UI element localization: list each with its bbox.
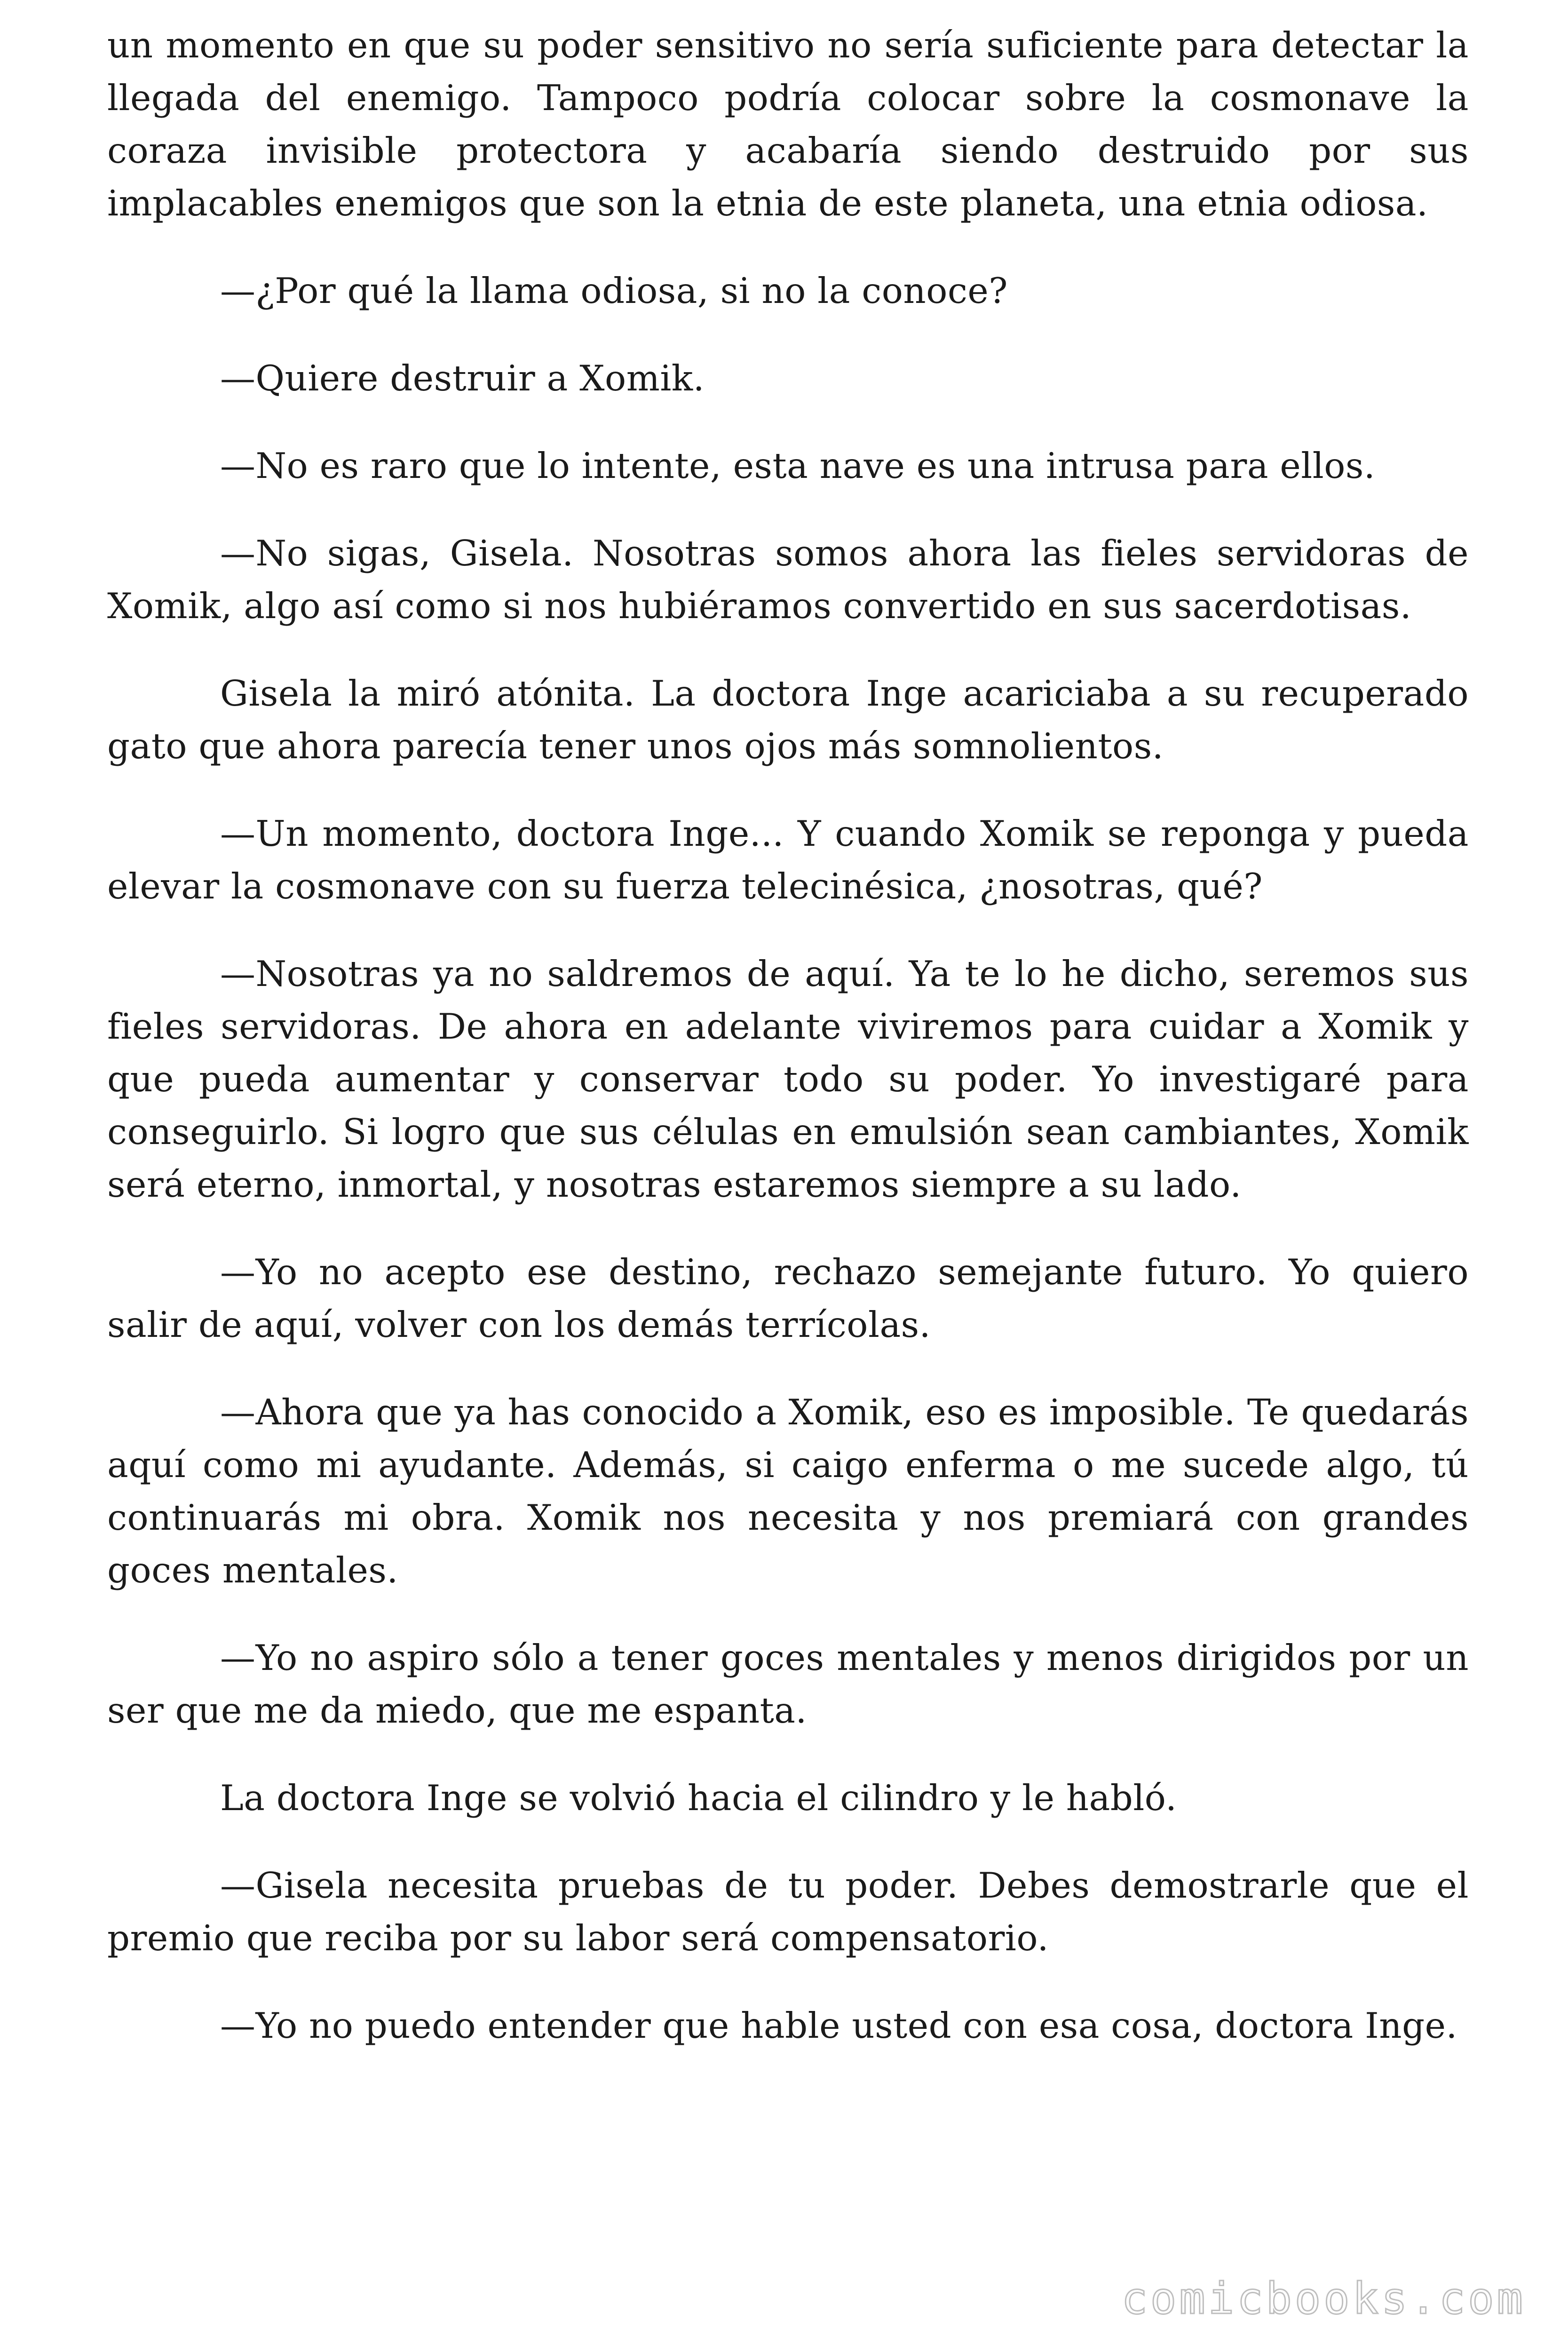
paragraph-dialogue: —Un momento, doctora Inge... Y cuando Xomik se reponga y pueda elevar la cosmonave con su fuerza telecinésica, ¿nosotras, qué?: [107, 813, 1469, 907]
paragraph-narration: La doctora Inge se volvió hacia el cilindro y le habló.: [220, 1777, 1177, 1819]
paragraph-dialogue: —Yo no aspiro sólo a tener goces mentales y menos dirigidos por un ser que me da miedo, que me espanta.: [107, 1637, 1469, 1731]
paragraph-narration: Gisela la miró atónita. La doctora Inge acariciaba a su recuperado gato que ahora parecía tener unos ojos más somnolientos.: [107, 673, 1469, 767]
paragraph-dialogue: —¿Por qué la llama odiosa, si no la conoce?: [220, 270, 1008, 311]
book-page: [107, 19, 1469, 2087]
paragraph-dialogue: —Yo no puedo entender que hable usted con esa cosa, doctora Inge.: [220, 2005, 1457, 2046]
paragraph-dialogue: —Yo no acepto ese destino, rechazo semejante futuro. Yo quiero salir de aquí, volver con los demás terrícolas.: [107, 1251, 1469, 1345]
paragraph-dialogue: —No sigas, Gisela. Nosotras somos ahora las fieles servidoras de Xomik, algo así como si nos hubiéramos convertido en sus sacerdotisas.: [107, 532, 1469, 627]
paragraph-dialogue: —Gisela necesita pruebas de tu poder. Debes demostrarle que el premio que reciba por su labor será compensatorio.: [107, 1865, 1469, 1959]
paragraph-dialogue: —No es raro que lo intente, esta nave es una intrusa para ellos.: [220, 445, 1376, 486]
paragraph-dialogue: —Quiere destruir a Xomik.: [220, 358, 705, 399]
paragraph-continuation: un momento en que su poder sensitivo no sería suficiente para detectar la llegada del enemigo. Tampoco podría colocar sobre la cosmonave la coraza invisible protectora y acabaría siendo destruido por sus implacables enemigos que son la etnia de este planeta, una etnia odiosa.: [107, 24, 1469, 224]
paragraph-dialogue: —Ahora que ya has conocido a Xomik, eso es imposible. Te quedarás aquí como mi ayudante. Además, si caigo enferma o me sucede algo, tú continuarás mi obra. Xomik nos necesita y nos premiará con grandes goces mentales.: [107, 1391, 1469, 1591]
watermark: comicbooks.com: [1121, 2273, 1526, 2324]
paragraph-dialogue: —Nosotras ya no saldremos de aquí. Ya te lo he dicho, seremos sus fieles servidoras. De ahora en adelante viviremos para cuidar a Xomik y que pueda aumentar y conservar todo su poder. Yo investigaré para conseguirlo. Si logro que sus células en emulsión sean cambiantes, Xomik será eterno, inmortal, y nosotras estaremos siempre a su lado.: [107, 953, 1469, 1205]
